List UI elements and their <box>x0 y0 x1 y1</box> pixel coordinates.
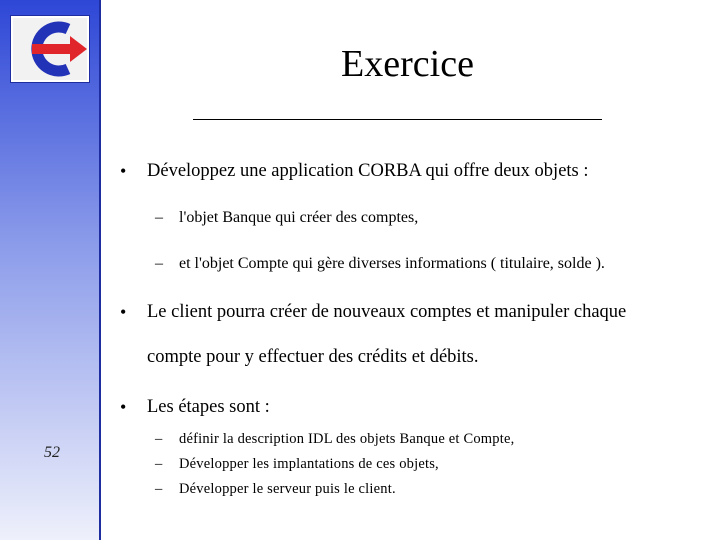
slide-title: Exercice <box>341 43 474 85</box>
title-divider <box>193 119 602 120</box>
dash-marker: – <box>155 431 163 447</box>
bullet-text: Les étapes sont : <box>147 397 270 417</box>
sub-bullet-text: Développer les implantations de ces objets, <box>179 456 439 472</box>
bullet-text-continuation: compte pour y effectuer des crédits et débits. <box>147 347 479 367</box>
bullet-text: Développez une application CORBA qui offre deux objets : <box>147 161 589 181</box>
dash-marker: – <box>155 209 163 226</box>
bullet-marker: • <box>120 302 127 322</box>
slide-number: 52 <box>44 444 60 461</box>
dash-marker: – <box>155 255 163 272</box>
dash-marker: – <box>155 456 163 472</box>
sub-bullet-text: Développer le serveur puis le client. <box>179 481 396 497</box>
bullet-marker: • <box>120 161 127 181</box>
bullet-text: Le client pourra créer de nouveaux comptes et manipuler chaque <box>147 302 627 322</box>
sub-bullet-text: l'objet Banque qui créer des comptes, <box>179 209 419 226</box>
sub-bullet-text: définir la description IDL des objets Banque et Compte, <box>179 431 515 447</box>
logo-icon <box>10 15 90 83</box>
bullet-marker: • <box>120 397 127 417</box>
sub-bullet-text: et l'objet Compte qui gère diverses informations ( titulaire, solde ). <box>179 255 605 272</box>
dash-marker: – <box>155 481 163 497</box>
